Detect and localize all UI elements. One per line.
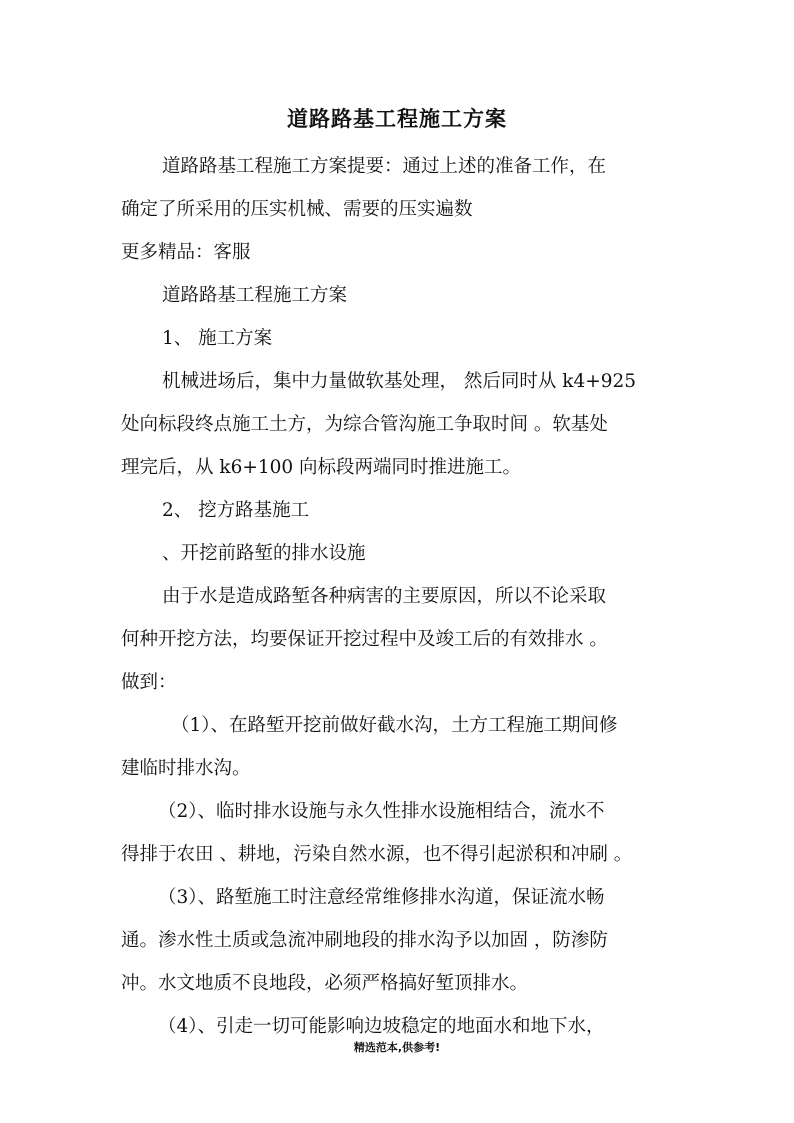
list-item-line: （1）、在路堑开挖前做好截水沟，土方工程施工期间修 (171, 715, 618, 736)
document-title: 道路路基工程施工方案 (287, 106, 507, 131)
paragraph-line: 冲。水文地质不良地段，必须严格搞好堑顶排水。 (121, 973, 529, 994)
paragraph-line: 道路路基工程施工方案提要：通过上述的准备工作，在 (162, 156, 607, 177)
paragraph-line: 通。渗水性土质或急流冲刷地段的排水沟予以加固 ，防渗防 (121, 930, 608, 951)
paragraph-line: 何种开挖方法，均要保证开挖过程中及竣工后的有效排水 。 (121, 629, 608, 650)
paragraph-line: 确定了所采用的压实机械、需要的压实遍数 (121, 199, 473, 220)
page-footer: 精选范本,供参考! (353, 1041, 441, 1054)
paragraph-line: 得排于农田 、耕地，污染自然水源，也不得引起淤积和冲刷 。 (121, 844, 633, 865)
document-body (121, 145, 689, 1048)
paragraph-line: 机械进场后，集中力量做软基处理， 然后同时从 k4+925 (162, 371, 637, 392)
paragraph-line: 处向标段终点施工土方，为综合管沟施工争取时间 。软基处 (121, 414, 608, 435)
section-heading: 1、 施工方案 (162, 328, 273, 349)
list-item-line: （3）、路堑施工时注意经常维修排水沟道，保证流水畅 (158, 887, 605, 908)
paragraph-line: 道路路基工程施工方案 (162, 285, 348, 306)
paragraph-line: 理完后，从 k6+100 向标段两端同时推进施工。 (121, 457, 522, 478)
paragraph-line: 做到： (121, 672, 177, 693)
paragraph-line: 由于水是造成路堑各种病害的主要原因，所以不论采取 (162, 586, 607, 607)
paragraph-line: 建临时排水沟。 (121, 758, 251, 779)
section-heading: 2、 挖方路基施工 (162, 500, 310, 521)
paragraph-line: 更多精品：客服 (121, 242, 251, 263)
subsection-heading: 、开挖前路堑的排水设施 (162, 543, 366, 564)
list-item-line: （4）、引走一切可能影响边坡稳定的地面水和地下水， (158, 1016, 605, 1037)
list-item-line: （2）、临时排水设施与永久性排水设施相结合，流水不 (158, 801, 605, 822)
